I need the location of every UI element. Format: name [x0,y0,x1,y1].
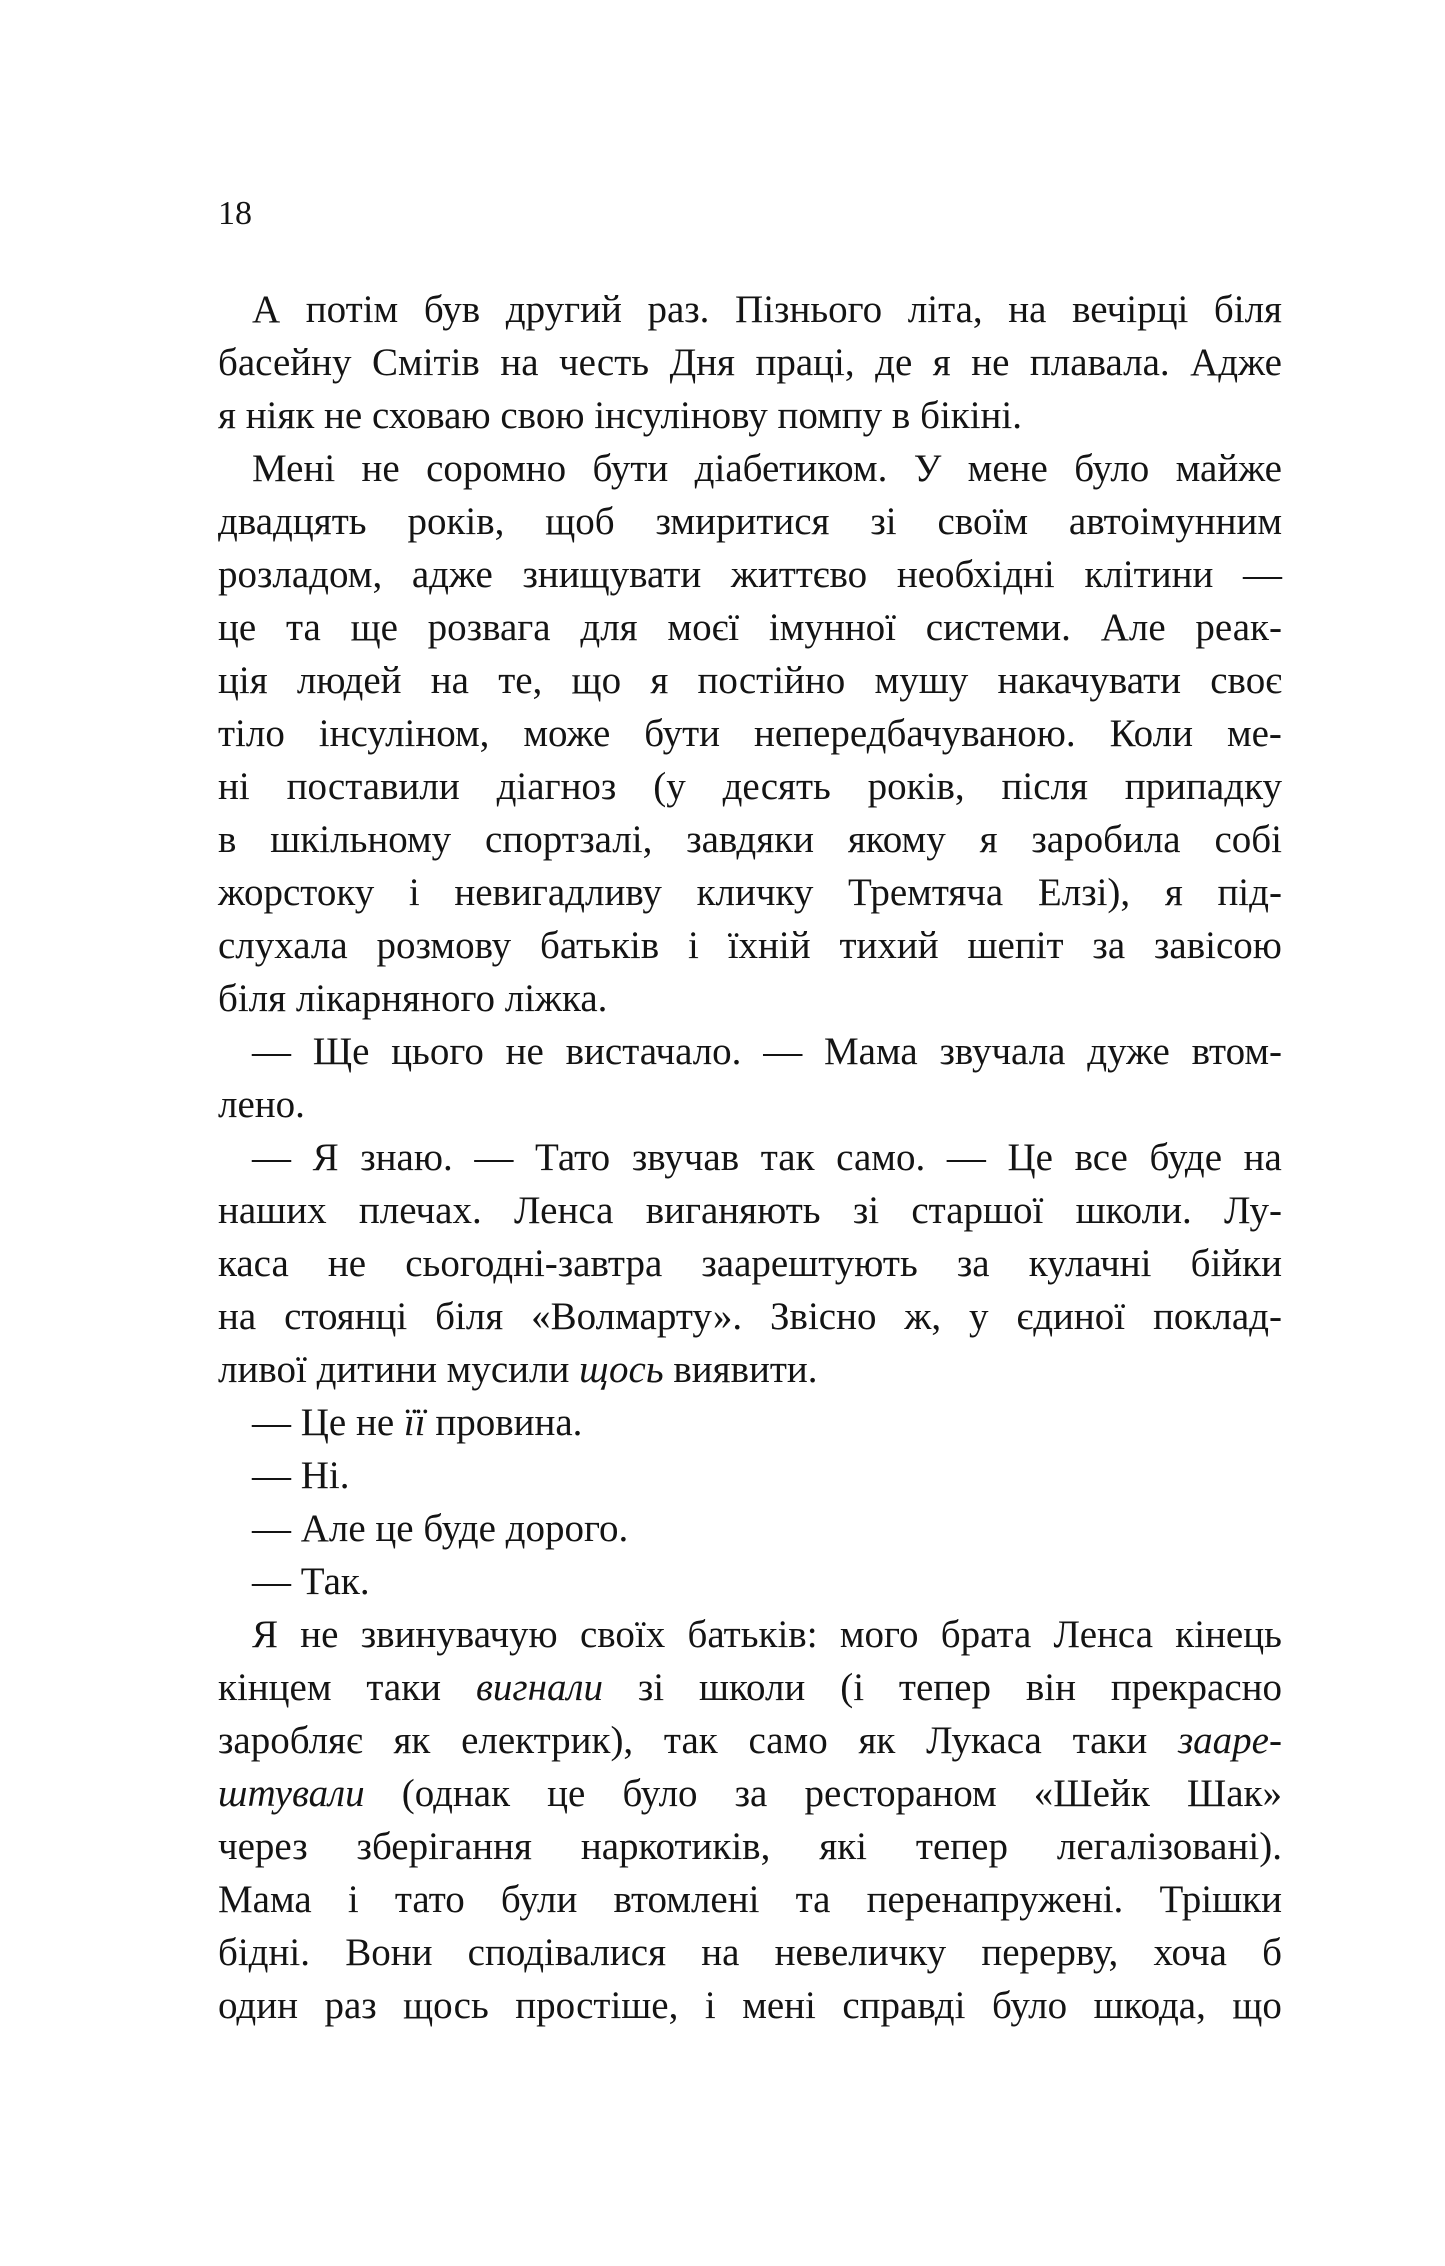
word: один [218,1984,298,2027]
word: Елзі), [1037,871,1131,914]
word: — [252,1136,291,1179]
word: бути [644,712,721,755]
word: — [1243,553,1282,596]
word: накачувати [997,659,1181,702]
word: другий [505,288,622,331]
word: Ленса [1053,1613,1154,1656]
word: поклад- [1153,1295,1282,1338]
word: кінцем [218,1666,332,1709]
text-line [218,1343,1282,1396]
word: — [252,1030,291,1073]
word: Звісно [770,1295,877,1338]
word: вечірці [1072,288,1189,331]
text-segment: — Це не [252,1401,404,1444]
word: під- [1217,871,1282,914]
word: заробила [1031,818,1181,861]
word: не [327,1242,367,1285]
word: хоча [1153,1931,1227,1974]
word: звучала [939,1030,1066,1073]
word: те, [498,659,543,702]
word: поставили [286,765,460,808]
word: невеличку [774,1931,947,1974]
text-line [218,972,1282,1025]
text-segment: ливої дитини мусили [218,1348,580,1391]
word: зі [870,500,897,543]
word: Коли [1109,712,1193,755]
word: каса [218,1242,289,1285]
word: зі [852,1189,880,1232]
word: розвага [427,606,551,649]
word: мені [742,1984,816,2027]
text-line [218,1449,1282,1502]
word: за [956,1242,990,1285]
word: на [430,659,469,702]
text-segment: — Але це буде дорого. [252,1507,629,1550]
word: Вони [345,1931,433,1974]
word: біля [435,1295,504,1338]
word: брата [940,1613,1032,1656]
word: не [361,447,400,490]
word: він [1025,1666,1076,1709]
word: Лукаса [926,1719,1042,1762]
word: шкода, [1093,1984,1206,2027]
word: вигнали [475,1666,603,1709]
word: літа, [907,288,983,331]
word: своїх [579,1613,666,1656]
word: і [347,1878,359,1921]
word: праці, [755,341,855,384]
word: наркотиків, [580,1825,771,1868]
word: простіше, [515,1984,679,2027]
text-line [218,1025,1282,1078]
word: зі [637,1666,665,1709]
word: біля [1213,288,1282,331]
word: тепер [898,1666,991,1709]
word: Мені [252,447,336,490]
word: рестораном [804,1772,997,1815]
text-line [218,1290,1282,1343]
word: мого [839,1613,919,1656]
page-number: 18 [218,195,252,232]
text-line [218,1714,1282,1767]
word: буде [1149,1136,1223,1179]
text-line [218,495,1282,548]
word: які [819,1825,867,1868]
word: Ленса [513,1189,614,1232]
word: ні [218,765,250,808]
word: я [979,818,998,861]
word: було [991,1984,1068,2027]
word: само. [836,1136,926,1179]
word: після [1001,765,1088,808]
word: реак- [1195,606,1282,649]
word: плавала. [1029,341,1170,384]
word: Пізнього [735,288,883,331]
word: за [1092,924,1126,967]
word: Я [312,1136,339,1179]
word: втомлені [613,1878,760,1921]
word: заробляє [218,1719,363,1762]
text-line [218,336,1282,389]
word: щось [403,1984,489,2027]
word: прекрасно [1110,1666,1282,1709]
word: потім [305,288,399,331]
word: не [971,341,1010,384]
word: тепер [915,1825,1008,1868]
word: на [218,1295,257,1338]
word: був [423,288,481,331]
word: та [285,606,321,649]
word: так [760,1136,815,1179]
word: тіло [218,712,285,755]
text-line [218,1661,1282,1714]
word: «Волмарту». [531,1295,743,1338]
text-line [218,1502,1282,1555]
word: на [1008,288,1047,331]
text-line [218,1926,1282,1979]
word: що [1232,1984,1282,2027]
text-line [218,1873,1282,1926]
word: Дня [669,341,735,384]
word: як [858,1719,896,1762]
word: А [252,288,281,331]
word: зберігання [356,1825,532,1868]
word: таки [1072,1719,1148,1762]
text-segment: лено. [218,1083,305,1126]
word: розмову [376,924,512,967]
word: єдиної [1016,1295,1126,1338]
word: Трішки [1159,1878,1282,1921]
word: таки [366,1666,442,1709]
word: сподівалися [467,1931,667,1974]
text-line [218,1820,1282,1873]
word: я [932,341,951,384]
word: якому [847,818,946,861]
word: батьків: [687,1613,818,1656]
word: спортзалі, [485,818,653,861]
word: звинувачую [360,1613,558,1656]
word: імунної [768,606,897,649]
text-line [218,813,1282,866]
text-segment: виявити. [663,1348,818,1391]
word: знищувати [522,553,702,596]
word: Адже [1190,341,1282,384]
word: системи. [925,606,1071,649]
word: кулачні [1028,1242,1152,1285]
text-line [218,1555,1282,1608]
word: школи. [1075,1189,1192,1232]
word: завісою [1153,924,1282,967]
word: діагноз [496,765,617,808]
word: життєво [730,553,868,596]
word: басейну [218,341,352,384]
word: вистачало. [565,1030,742,1073]
word: це [218,606,257,649]
word: я [650,659,669,702]
word: знаю. [360,1136,453,1179]
word: втом- [1191,1030,1282,1073]
word: звучав [631,1136,740,1179]
word: бути [592,447,669,490]
word: раз [324,1984,377,2027]
text-line [218,919,1282,972]
word: школи [698,1666,806,1709]
word: перенапружені. [866,1878,1124,1921]
word: слухала [218,924,348,967]
word: змиритися [655,500,830,543]
word: Шак» [1186,1772,1282,1815]
word: розладом, [218,553,383,596]
text-line [218,1979,1282,2032]
word: ція [218,659,268,702]
word: все [1074,1136,1128,1179]
word: на [1243,1136,1282,1179]
word: ще [350,606,398,649]
word: невигадливу [454,871,662,914]
word: щоб [545,500,615,543]
text-line [218,1767,1282,1820]
word: як [393,1719,431,1762]
word: де [875,341,913,384]
text-line [218,442,1282,495]
text-line [218,1131,1282,1184]
word: адже [411,553,493,596]
word: перерву, [981,1931,1119,1974]
word: соромно [426,447,567,490]
word: і [408,871,420,914]
word: на [500,341,539,384]
word: мене [967,447,1048,490]
text-line [218,1396,1282,1449]
word: непередбачуваною. [753,712,1076,755]
word: років, [867,765,965,808]
word: так [663,1719,718,1762]
word: за [734,1772,768,1815]
word: наших [218,1189,327,1232]
word: людей [296,659,402,702]
word: в [218,818,237,861]
text-line [218,1078,1282,1131]
word: своє [1210,659,1282,702]
text-line [218,1237,1282,1290]
word: що [571,659,622,702]
word: я [1164,871,1183,914]
word: своїм [937,500,1029,543]
word: штували [218,1772,365,1815]
word: завдяки [686,818,814,861]
word: припадку [1124,765,1282,808]
word: мушу [874,659,969,702]
word: діабетиком. [694,447,888,490]
word: легалізовані). [1056,1825,1282,1868]
word: клітини [1084,553,1214,596]
word: на [701,1931,740,1974]
word: для [580,606,638,649]
word: Мама [823,1030,918,1073]
word: виганяють [645,1189,821,1232]
word: і [688,924,699,967]
word: — [946,1136,986,1179]
word: кінець [1175,1613,1282,1656]
word: заарештують [701,1242,918,1285]
word: майже [1175,447,1282,490]
word: сьогодні-завтра [405,1242,663,1285]
text-line [218,1608,1282,1661]
text-line [218,760,1282,813]
word: постійно [697,659,846,702]
word: Це [1007,1136,1053,1179]
word: тихий [839,924,939,967]
word: ж, [904,1295,942,1338]
text-line [218,601,1282,654]
text-segment: я ніяк не сховаю свою інсулінову помпу в бікіні. [218,394,1023,437]
text-line [218,283,1282,336]
word: шкільному [270,818,452,861]
word: батьків [540,924,660,967]
word: Тато [535,1136,611,1179]
word: у [969,1295,989,1338]
word: не [505,1030,544,1073]
word: — [763,1030,803,1073]
word: кличку [696,871,814,914]
word: може [523,712,611,755]
word: бійки [1190,1242,1282,1285]
word: тато [394,1878,465,1921]
word: Я [252,1613,279,1656]
word: собі [1214,818,1282,861]
word: «Шейк [1033,1772,1150,1815]
word: електрик), [461,1719,634,1762]
word: зааре- [1177,1719,1282,1762]
word: Але [1100,606,1166,649]
word: це [547,1772,586,1815]
word: (і [840,1666,865,1709]
text-segment: біля лікарняного ліжка. [218,977,608,1020]
word: не [300,1613,339,1656]
word: жорстоку [218,871,375,914]
word: було [622,1772,698,1815]
word: їхній [727,924,811,967]
text-segment: — Ні. [252,1454,350,1497]
word: десять [722,765,831,808]
word: плечах. [358,1189,482,1232]
text-line [218,654,1282,707]
text-block [218,283,1282,2032]
word: ме- [1226,712,1282,755]
word: цього [391,1030,484,1073]
word: були [500,1878,578,1921]
word: Мама [218,1878,312,1921]
word: У [913,447,942,490]
text-segment: її [403,1401,426,1444]
word: стоянці [284,1295,408,1338]
text-segment: щось [579,1348,664,1391]
word: Тремтяча [848,871,1004,914]
word: та [795,1878,831,1921]
word: справді [842,1984,966,2027]
word: честь [559,341,650,384]
word: раз. [647,288,710,331]
word: і [704,1984,716,2027]
text-line [218,707,1282,760]
word: старшої [911,1189,1044,1232]
word: Смітів [372,341,480,384]
word: Лу- [1223,1189,1282,1232]
word: через [218,1825,308,1868]
word: інсуліном, [318,712,490,755]
word: двадцять [218,500,367,543]
word: само [748,1719,828,1762]
text-segment: — Так. [252,1560,370,1603]
text-line [218,548,1282,601]
word: автоімунним [1068,500,1282,543]
text-line [218,1184,1282,1237]
text-line [218,389,1282,442]
word: бідні. [218,1931,310,1974]
word: необхідні [896,553,1055,596]
word: дуже [1087,1030,1170,1073]
word: (у [653,765,686,808]
word: б [1262,1931,1282,1974]
word: (однак [401,1772,511,1815]
word: шепіт [967,924,1064,967]
text-segment: провина. [425,1401,583,1444]
word: моєї [667,606,740,649]
word: — [474,1136,514,1179]
word: було [1074,447,1150,490]
word: років, [407,500,505,543]
word: Ще [312,1030,370,1073]
text-line [218,866,1282,919]
